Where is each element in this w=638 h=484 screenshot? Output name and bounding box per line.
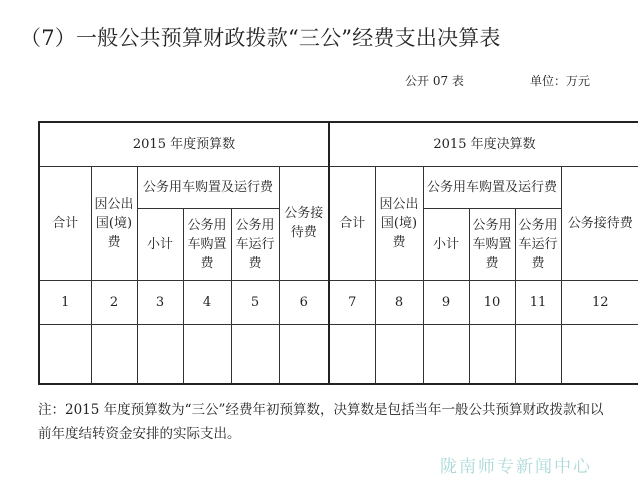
budget-total-header: 合计 [39, 166, 91, 280]
final-vehicle-purchase-header: 公务用车购置费 [469, 208, 515, 280]
unit-label: 单位：万元 [530, 74, 591, 88]
budget-reception-header: 公务接待费 [279, 166, 329, 280]
column-number: 11 [515, 280, 561, 324]
value-cell [91, 324, 137, 384]
final-reception-header: 公务接待费 [561, 166, 638, 280]
three-public-expenses-table [38, 121, 638, 385]
column-number: 6 [279, 280, 329, 324]
column-number: 12 [561, 280, 638, 324]
final-subtotal-header: 小计 [423, 208, 469, 280]
value-cell [329, 324, 375, 384]
final-abroad-header: 因公出国(境)费 [375, 166, 423, 280]
budget-vehicle-operation-header: 公务用车运行费 [231, 208, 279, 280]
budget-abroad-header: 因公出国(境)费 [91, 166, 137, 280]
value-cell [469, 324, 515, 384]
final-total-header: 合计 [329, 166, 375, 280]
page-title: （7）一般公共预算财政拨款“三公”经费支出决算表 [20, 26, 501, 50]
value-cell [39, 324, 91, 384]
budget-vehicle-group-header: 公务用车购置及运行费 [137, 166, 279, 208]
column-number: 8 [375, 280, 423, 324]
column-number: 1 [39, 280, 91, 324]
value-cell [279, 324, 329, 384]
column-number: 10 [469, 280, 515, 324]
final-vehicle-operation-header: 公务用车运行费 [515, 208, 561, 280]
value-cell [375, 324, 423, 384]
final-header: 2015 年度决算数 [329, 122, 638, 166]
value-cell [231, 324, 279, 384]
watermark: 陇南师专新闻中心 [440, 457, 592, 477]
budget-vehicle-purchase-header: 公务用车购置费 [183, 208, 231, 280]
column-number: 5 [231, 280, 279, 324]
budget-header: 2015 年度预算数 [39, 122, 329, 166]
column-number: 2 [91, 280, 137, 324]
column-number: 9 [423, 280, 469, 324]
value-cell [561, 324, 638, 384]
value-cell [183, 324, 231, 384]
budget-subtotal-header: 小计 [137, 208, 183, 280]
value-cell [423, 324, 469, 384]
value-cell [515, 324, 561, 384]
footnote: 注：2015 年度预算数为“三公”经费年初预算数，决算数是包括当年一般公共预算财政拨款和以前年度结转资金安排的实际支出。 [38, 402, 604, 442]
form-code: 公开 07 表 [405, 74, 464, 88]
column-number: 7 [329, 280, 375, 324]
column-number: 4 [183, 280, 231, 324]
value-cell [137, 324, 183, 384]
final-vehicle-group-header: 公务用车购置及运行费 [423, 166, 561, 208]
column-number: 3 [137, 280, 183, 324]
